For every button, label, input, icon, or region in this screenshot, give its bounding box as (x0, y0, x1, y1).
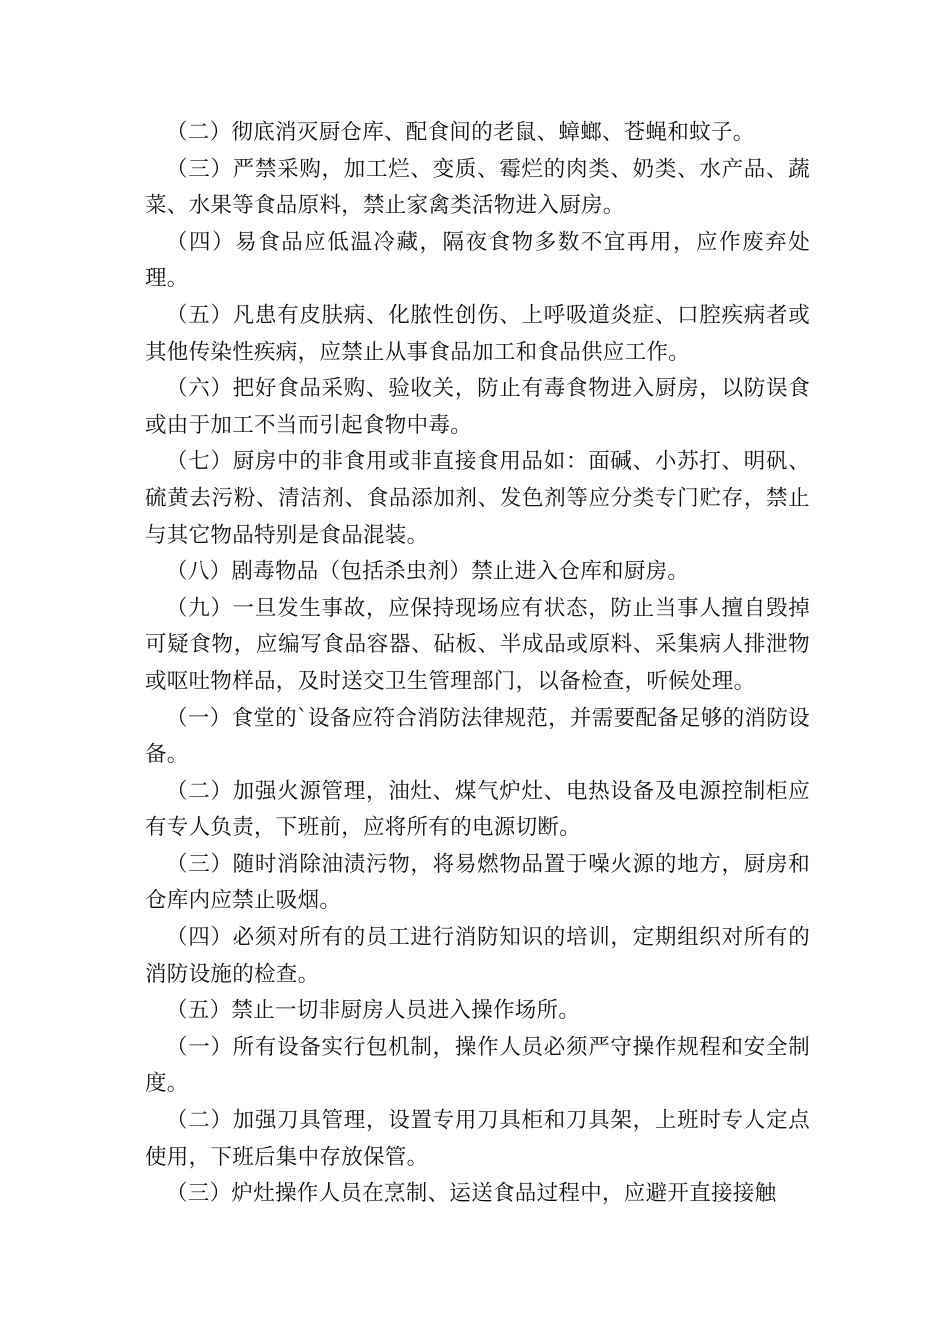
paragraph: （二）加强火源管理，油灶、煤气炉灶、电热设备及电源控制柜应有专人负责，下班前，应将所有的电源切断。 (145, 778, 810, 841)
paragraph: （七）厨房中的非食用或非直接食用品如：面碱、小苏打、明矾、硫黄去污粉、清洁剂、食品添加剂、发色剂等应分类专门贮存，禁止与其它物品特别是食品混装。 (145, 449, 810, 548)
paragraph: （五）禁止一切非厨房人员进入操作场所。 (166, 998, 581, 1024)
paragraph: （三）严禁采购，加工烂、变质、霉烂的肉类、奶类、水产品、蔬菜、水果等食品原料，禁止家禽类活物进入厨房。 (145, 156, 810, 219)
paragraph: （八）剧毒物品（包括杀虫剂）禁止进入仓库和厨房。 (166, 559, 690, 585)
paragraph: （四）易食品应低温冷藏，隔夜食物多数不宜再用，应作废弃处理。 (145, 229, 810, 292)
paragraph: （二）加强刀具管理，设置专用刀具柜和刀具架，上班时专人定点使用，下班后集中存放保管。 (145, 1108, 810, 1170)
paragraph: （五）凡患有皮肤病、化脓性创伤、上呼吸道炎症、口腔疾病者或其他传染性疾病，应禁止从事食品加工和食品供应工作。 (145, 302, 810, 365)
paragraph: （四）必须对所有的员工进行消防知识的培训，定期组织对所有的消防设施的检查。 (145, 925, 810, 987)
paragraph: （六）把好食品采购、验收关，防止有毒食物进入厨房，以防误食或由于加工不当而引起食物中毒。 (145, 376, 810, 438)
paragraph: （一）所有设备实行包机制，操作人员必须严守操作规程和安全制度。 (145, 1034, 810, 1097)
paragraph: （三）炉灶操作人员在烹制、运送食品过程中，应避开直接接触 (166, 1181, 777, 1207)
paragraph: （二）彻底消灭厨仓库、配食间的老鼠、蟑螂、苍蝇和蚊子。 (166, 120, 755, 145)
paragraph: （九）一旦发生事故，应保持现场应有状态，防止当事人擅自毁掉可疑食物，应编写食品容器、砧板、半成品或原料、采集病人排泄物或呕吐物样品，及时送交卫生管理部门，以备检查，听候处理。 (145, 595, 810, 694)
document-page (145, 115, 810, 1213)
paragraph: （一）食堂的`设备应符合消防法律规范，并需要配备足够的消防设备。 (145, 705, 810, 768)
paragraph: （三）随时消除油渍污物，将易燃物品置于噪火源的地方，厨房和仓库内应禁止吸烟。 (145, 851, 810, 914)
